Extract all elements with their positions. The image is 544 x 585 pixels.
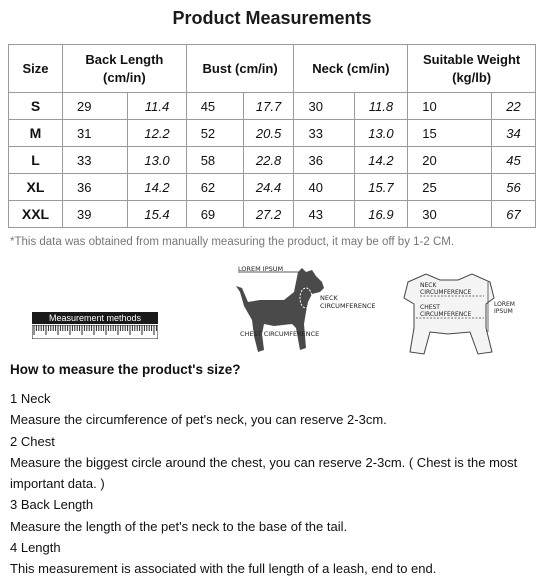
cell-back-cm: 31	[63, 120, 128, 147]
cell-bust-cm: 69	[186, 201, 243, 228]
cell-bust-in: 17.7	[243, 93, 294, 120]
cloth-chest-label-1: CHEST	[420, 304, 440, 311]
cell-neck-in: 16.9	[354, 201, 408, 228]
cell-size: XL	[9, 174, 63, 201]
step-heading-chest: 2 Chest	[10, 433, 55, 449]
step-text-back-length: Measure the length of the pet's neck to the base of the tail.	[10, 518, 348, 534]
cell-neck-in: 15.7	[354, 174, 408, 201]
size-chart-table	[8, 44, 536, 228]
table-row	[9, 147, 536, 174]
cell-size: S	[9, 93, 63, 120]
measurement-note: *This data was obtained from manually measuring the product, it may be off by 1-2 CM.	[10, 236, 455, 248]
cell-back-cm: 39	[63, 201, 128, 228]
cell-back-cm: 29	[63, 93, 128, 120]
cloth-neck-label-1: NECK	[420, 282, 437, 289]
cell-neck-cm: 43	[294, 201, 354, 228]
cell-neck-cm: 30	[294, 93, 354, 120]
cell-bust-cm: 45	[186, 93, 243, 120]
cell-bust-in: 24.4	[243, 174, 294, 201]
table-row	[9, 93, 536, 120]
header-bust: Bust (cm/in)	[186, 45, 294, 93]
cell-lb: 22	[491, 93, 535, 120]
dog-lorem-label: LOREM IPSUM	[238, 265, 284, 273]
cell-bust-in: 20.5	[243, 120, 294, 147]
cell-kg: 30	[408, 201, 492, 228]
measurement-illustrations	[0, 262, 544, 358]
table-body	[9, 93, 536, 228]
dog-silhouette-icon	[236, 268, 324, 352]
step-text-chest: Measure the biggest circle around the chest, you can reserve 2-3cm. ( Chest is the most important data. )	[10, 454, 518, 492]
header-back-length	[63, 45, 187, 93]
cell-neck-in: 11.8	[354, 93, 408, 120]
ruler-graphic	[32, 312, 158, 344]
header-weight-label: Suitable Weight	[422, 51, 521, 67]
step-heading-back-length: 3 Back Length	[10, 497, 94, 513]
table-row	[9, 201, 536, 228]
table-row	[9, 120, 536, 147]
cell-back-in: 12.2	[128, 120, 186, 147]
cell-bust-cm: 52	[186, 120, 243, 147]
header-back-length-label: Back Length	[85, 51, 164, 67]
header-weight	[408, 45, 536, 93]
dog-illustration	[226, 262, 396, 358]
garment-illustration	[386, 268, 526, 358]
cell-neck-cm: 33	[294, 120, 354, 147]
cell-kg: 25	[408, 174, 492, 201]
header-neck: Neck (cm/in)	[294, 45, 408, 93]
step-heading-length: 4 Length	[10, 540, 61, 556]
table-header-row	[9, 45, 536, 93]
dog-chest-label: CHEST CIRCUMFERENCE	[240, 330, 320, 338]
cell-neck-cm: 40	[294, 174, 354, 201]
cell-back-in: 11.4	[128, 93, 186, 120]
cloth-lorem-label-1: LOREM	[494, 301, 515, 308]
cell-size: L	[9, 147, 63, 174]
cell-lb: 56	[491, 174, 535, 201]
header-weight-unit: (kg/lb)	[452, 69, 492, 85]
cell-back-cm: 36	[63, 174, 128, 201]
cell-kg: 20	[408, 147, 492, 174]
cell-kg: 15	[408, 120, 492, 147]
step-text-length: This measurement is associated with the full length of a leash, end to end.	[10, 561, 437, 577]
cell-bust-in: 22.8	[243, 147, 294, 174]
cell-lb: 34	[491, 120, 535, 147]
step-heading-neck: 1 Neck	[10, 391, 51, 406]
cell-back-in: 13.0	[128, 147, 186, 174]
table-row	[9, 174, 536, 201]
cell-neck-in: 14.2	[354, 147, 408, 174]
cell-neck-cm: 36	[294, 147, 354, 174]
header-back-length-unit: (cm/in)	[103, 69, 146, 85]
howto-steps	[10, 388, 538, 580]
page-title: Product Measurements	[172, 8, 372, 28]
cell-kg: 10	[408, 93, 492, 120]
cell-lb: 45	[491, 147, 535, 174]
cell-back-cm: 33	[63, 147, 128, 174]
cell-neck-in: 13.0	[354, 120, 408, 147]
cloth-neck-label-2: CIRCUMFERENCE	[420, 289, 472, 296]
header-size: Size	[9, 45, 63, 93]
cell-back-in: 15.4	[128, 201, 186, 228]
cell-lb: 67	[491, 201, 535, 228]
cell-bust-cm: 62	[186, 174, 243, 201]
cloth-chest-label-2: CIRCUMFERENCE	[420, 311, 472, 318]
cell-bust-in: 27.2	[243, 201, 294, 228]
dog-neck-label-1: NECK	[320, 294, 338, 302]
ruler-label: Measurement methods	[32, 312, 158, 324]
step-text-neck: Measure the circumference of pet's neck, you can reserve 2-3cm.	[10, 412, 387, 428]
cloth-lorem-label-2: IPSUM	[494, 308, 513, 315]
howto-title: How to measure the product's size?	[10, 362, 241, 377]
dog-neck-label-2: CIRCUMFERENCE	[320, 302, 376, 310]
cell-bust-cm: 58	[186, 147, 243, 174]
cell-size: M	[9, 120, 63, 147]
cell-back-in: 14.2	[128, 174, 186, 201]
ruler-icon	[32, 325, 158, 339]
cell-size: XXL	[9, 201, 63, 228]
